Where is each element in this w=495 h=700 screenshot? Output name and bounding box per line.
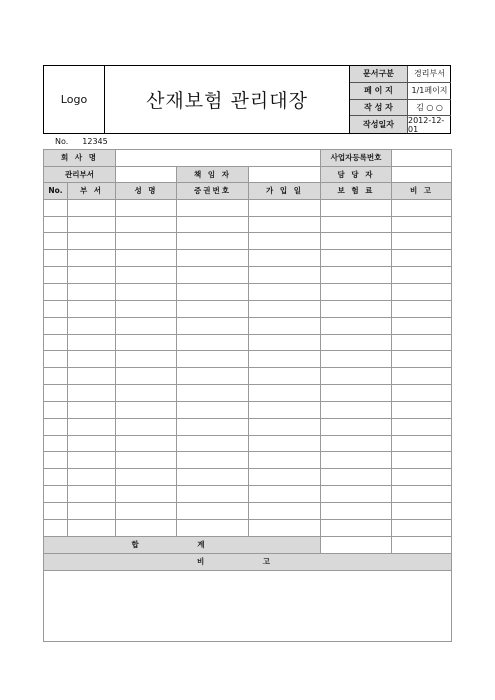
cell-policy-no[interactable]: [177, 334, 249, 351]
cell-no[interactable]: [44, 401, 68, 418]
memo-header-row: [44, 553, 452, 570]
cell-name[interactable]: [116, 317, 177, 334]
cell-policy-no[interactable]: [177, 452, 249, 469]
cell-join-date[interactable]: [249, 452, 321, 469]
cell-premium[interactable]: [321, 435, 392, 452]
cell-dept[interactable]: [68, 267, 116, 284]
cell-remarks[interactable]: [392, 435, 452, 452]
bizno-label: 사업자등록번호: [321, 150, 392, 167]
cell-no[interactable]: [44, 199, 68, 216]
cell-premium[interactable]: [321, 401, 392, 418]
cell-premium[interactable]: [321, 267, 392, 284]
cell-name[interactable]: [116, 284, 177, 301]
table-row: [44, 300, 452, 317]
cell-dept[interactable]: [68, 502, 116, 519]
cell-policy-no[interactable]: [177, 233, 249, 250]
cell-no[interactable]: [44, 233, 68, 250]
meta-label: 페 이 지: [350, 83, 408, 99]
cell-name[interactable]: [116, 300, 177, 317]
table-row: [44, 486, 452, 503]
cell-premium[interactable]: [321, 284, 392, 301]
col-header-name: 성 명: [116, 183, 177, 200]
table-row: [44, 334, 452, 351]
cell-no[interactable]: [44, 418, 68, 435]
cell-policy-no[interactable]: [177, 435, 249, 452]
cell-join-date[interactable]: [249, 233, 321, 250]
cell-name[interactable]: [116, 469, 177, 486]
table-row: [44, 199, 452, 216]
cell-name[interactable]: [116, 435, 177, 452]
cell-name[interactable]: [116, 486, 177, 503]
ledger-body: [44, 199, 452, 536]
document-meta-table: [349, 66, 451, 133]
table-row: [44, 351, 452, 368]
logo: Logo: [44, 66, 105, 133]
cell-policy-no[interactable]: [177, 199, 249, 216]
cell-join-date[interactable]: [249, 519, 321, 536]
total-remarks-field[interactable]: [392, 536, 452, 553]
staff-label: 담 당 자: [321, 166, 392, 183]
manager-label: 책 임 자: [177, 166, 249, 183]
cell-remarks[interactable]: [392, 334, 452, 351]
cell-policy-no[interactable]: [177, 469, 249, 486]
table-row: [44, 317, 452, 334]
cell-name[interactable]: [116, 267, 177, 284]
cell-premium[interactable]: [321, 351, 392, 368]
cell-join-date[interactable]: [249, 418, 321, 435]
cell-name[interactable]: [116, 250, 177, 267]
document-number-value: 12345: [82, 137, 108, 146]
cell-policy-no[interactable]: [177, 284, 249, 301]
cell-policy-no[interactable]: [177, 267, 249, 284]
dept-field[interactable]: [116, 166, 177, 183]
cell-join-date[interactable]: [249, 502, 321, 519]
cell-no[interactable]: [44, 435, 68, 452]
cell-no[interactable]: [44, 385, 68, 402]
cell-no[interactable]: [44, 351, 68, 368]
cell-policy-no[interactable]: [177, 300, 249, 317]
staff-field[interactable]: [392, 166, 452, 183]
table-row: [44, 368, 452, 385]
meta-label: 작성일자: [350, 116, 408, 133]
table-row: [44, 233, 452, 250]
dept-label: 관리부서: [44, 166, 116, 183]
cell-join-date[interactable]: [249, 368, 321, 385]
cell-dept[interactable]: [68, 351, 116, 368]
cell-policy-no[interactable]: [177, 317, 249, 334]
cell-no[interactable]: [44, 452, 68, 469]
meta-row-page: [350, 83, 451, 100]
cell-premium[interactable]: [321, 385, 392, 402]
cell-premium[interactable]: [321, 486, 392, 503]
cell-dept[interactable]: [68, 368, 116, 385]
cell-join-date[interactable]: [249, 284, 321, 301]
cell-dept[interactable]: [68, 199, 116, 216]
cell-policy-no[interactable]: [177, 519, 249, 536]
total-label: 합 계: [44, 536, 321, 553]
cell-remarks[interactable]: [392, 267, 452, 284]
company-label: 회 사 명: [44, 150, 116, 167]
cell-join-date[interactable]: [249, 199, 321, 216]
cell-name[interactable]: [116, 385, 177, 402]
cell-no[interactable]: [44, 502, 68, 519]
meta-row-date: [350, 116, 451, 133]
table-row: [44, 385, 452, 402]
meta-value: 경리부서: [414, 69, 445, 79]
cell-dept[interactable]: [68, 452, 116, 469]
cell-remarks[interactable]: [392, 469, 452, 486]
table-row: [44, 452, 452, 469]
table-row: [44, 519, 452, 536]
manager-field[interactable]: [249, 166, 321, 183]
company-field[interactable]: [116, 150, 321, 167]
cell-join-date[interactable]: [249, 401, 321, 418]
cell-no[interactable]: [44, 486, 68, 503]
cell-dept[interactable]: [68, 418, 116, 435]
cell-policy-no[interactable]: [177, 368, 249, 385]
memo-field[interactable]: [44, 570, 452, 641]
cell-premium[interactable]: [321, 469, 392, 486]
meta-row-author: [350, 100, 451, 117]
cell-premium[interactable]: [321, 317, 392, 334]
cell-join-date[interactable]: [249, 435, 321, 452]
cell-dept[interactable]: [68, 469, 116, 486]
cell-premium[interactable]: [321, 502, 392, 519]
cell-policy-no[interactable]: [177, 502, 249, 519]
document-number-label: No.: [55, 137, 69, 146]
cell-name[interactable]: [116, 334, 177, 351]
cell-policy-no[interactable]: [177, 216, 249, 233]
cell-policy-no[interactable]: [177, 351, 249, 368]
cell-name[interactable]: [116, 216, 177, 233]
meta-value: 1/1페이지: [411, 86, 448, 96]
cell-dept[interactable]: [68, 233, 116, 250]
meta-value: 2012-12-01: [408, 115, 445, 134]
cell-dept[interactable]: [68, 250, 116, 267]
cell-name[interactable]: [116, 368, 177, 385]
cell-remarks[interactable]: [392, 368, 452, 385]
ledger-table: [43, 149, 452, 642]
cell-premium[interactable]: [321, 519, 392, 536]
cell-join-date[interactable]: [249, 250, 321, 267]
total-premium-field[interactable]: [321, 536, 392, 553]
cell-policy-no[interactable]: [177, 418, 249, 435]
header-block: [43, 65, 451, 134]
cell-join-date[interactable]: [249, 216, 321, 233]
table-row: [44, 502, 452, 519]
cell-remarks[interactable]: [392, 216, 452, 233]
cell-dept[interactable]: [68, 317, 116, 334]
cell-policy-no[interactable]: [177, 401, 249, 418]
bizno-field[interactable]: [392, 150, 452, 167]
cell-remarks[interactable]: [392, 401, 452, 418]
cell-dept[interactable]: [68, 486, 116, 503]
meta-row-doc-type: [350, 66, 451, 83]
cell-dept[interactable]: [68, 334, 116, 351]
cell-premium[interactable]: [321, 452, 392, 469]
cell-remarks[interactable]: [392, 385, 452, 402]
cell-remarks[interactable]: [392, 284, 452, 301]
cell-join-date[interactable]: [249, 334, 321, 351]
cell-join-date[interactable]: [249, 300, 321, 317]
cell-premium[interactable]: [321, 199, 392, 216]
cell-name[interactable]: [116, 233, 177, 250]
table-row: [44, 216, 452, 233]
cell-premium[interactable]: [321, 368, 392, 385]
col-header-dept: 부 서: [68, 183, 116, 200]
cell-remarks[interactable]: [392, 233, 452, 250]
cell-remarks[interactable]: [392, 519, 452, 536]
table-row: [44, 469, 452, 486]
cell-no[interactable]: [44, 334, 68, 351]
cell-dept[interactable]: [68, 284, 116, 301]
cell-policy-no[interactable]: [177, 385, 249, 402]
info-row-company: [44, 150, 452, 167]
cell-no[interactable]: [44, 216, 68, 233]
document-sheet: [43, 65, 451, 642]
table-row: [44, 267, 452, 284]
cell-premium[interactable]: [321, 334, 392, 351]
cell-remarks[interactable]: [392, 351, 452, 368]
meta-label: 문서구분: [350, 66, 408, 82]
cell-no[interactable]: [44, 250, 68, 267]
cell-name[interactable]: [116, 452, 177, 469]
cell-remarks[interactable]: [392, 199, 452, 216]
memo-row: [44, 570, 452, 641]
cell-premium[interactable]: [321, 300, 392, 317]
cell-name[interactable]: [116, 401, 177, 418]
cell-dept[interactable]: [68, 300, 116, 317]
table-row: [44, 401, 452, 418]
cell-join-date[interactable]: [249, 469, 321, 486]
page-title: 산재보험 관리대장: [146, 90, 308, 112]
cell-remarks[interactable]: [392, 486, 452, 503]
col-header-premium: 보 험 료: [321, 183, 392, 200]
cell-dept[interactable]: [68, 385, 116, 402]
memo-label: 비 고: [44, 553, 452, 570]
cell-dept[interactable]: [68, 435, 116, 452]
cell-no[interactable]: [44, 519, 68, 536]
cell-name[interactable]: [116, 502, 177, 519]
cell-remarks[interactable]: [392, 250, 452, 267]
table-row: [44, 250, 452, 267]
cell-join-date[interactable]: [249, 267, 321, 284]
cell-no[interactable]: [44, 300, 68, 317]
col-header-join-date: 가 입 일: [249, 183, 321, 200]
cell-premium[interactable]: [321, 216, 392, 233]
cell-name[interactable]: [116, 418, 177, 435]
cell-join-date[interactable]: [249, 385, 321, 402]
cell-remarks[interactable]: [392, 452, 452, 469]
table-row: [44, 435, 452, 452]
cell-premium[interactable]: [321, 418, 392, 435]
meta-label: 작 성 자: [350, 100, 408, 116]
cell-name[interactable]: [116, 351, 177, 368]
cell-join-date[interactable]: [249, 317, 321, 334]
meta-value: 김 ○ ○: [416, 102, 443, 112]
cell-join-date[interactable]: [249, 486, 321, 503]
cell-no[interactable]: [44, 284, 68, 301]
table-row: [44, 418, 452, 435]
cell-remarks[interactable]: [392, 418, 452, 435]
cell-name[interactable]: [116, 519, 177, 536]
cell-policy-no[interactable]: [177, 250, 249, 267]
cell-name[interactable]: [116, 199, 177, 216]
cell-dept[interactable]: [68, 401, 116, 418]
total-row: [44, 536, 452, 553]
cell-dept[interactable]: [68, 216, 116, 233]
cell-policy-no[interactable]: [177, 486, 249, 503]
cell-join-date[interactable]: [249, 351, 321, 368]
table-row: [44, 284, 452, 301]
cell-no[interactable]: [44, 368, 68, 385]
column-header-row: [44, 183, 452, 200]
cell-no[interactable]: [44, 267, 68, 284]
cell-no[interactable]: [44, 469, 68, 486]
col-header-remarks: 비 고: [392, 183, 452, 200]
col-header-policy-no: 증권번호: [177, 183, 249, 200]
cell-no[interactable]: [44, 317, 68, 334]
cell-dept[interactable]: [68, 519, 116, 536]
info-row-dept: [44, 166, 452, 183]
document-number: [43, 134, 451, 149]
cell-premium[interactable]: [321, 250, 392, 267]
cell-remarks[interactable]: [392, 502, 452, 519]
col-header-no: No.: [44, 183, 68, 200]
cell-remarks[interactable]: [392, 317, 452, 334]
cell-premium[interactable]: [321, 233, 392, 250]
cell-remarks[interactable]: [392, 300, 452, 317]
